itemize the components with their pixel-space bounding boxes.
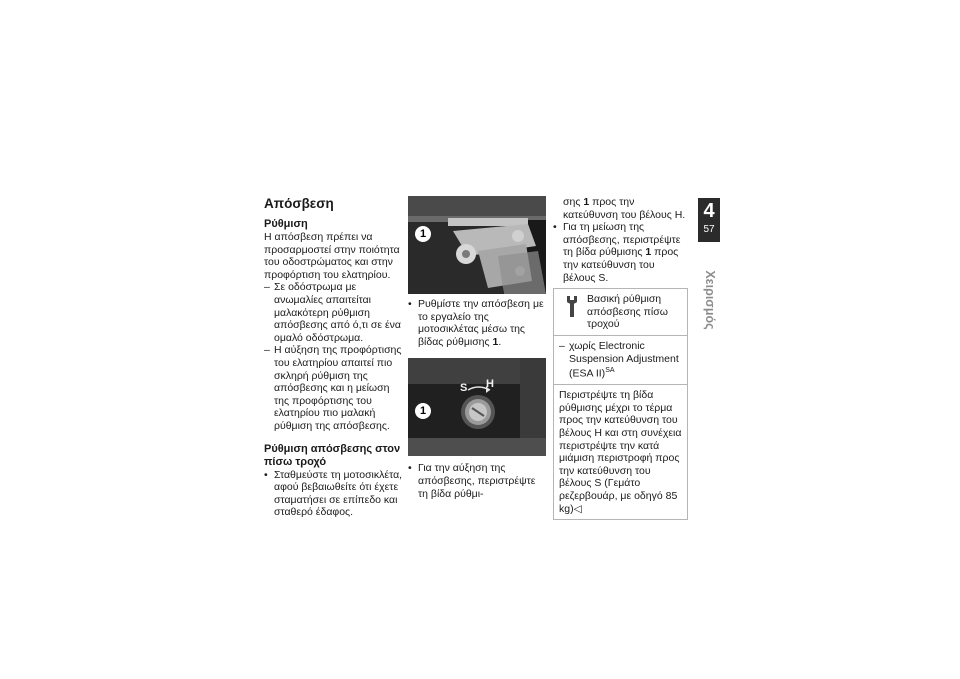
bullet-list: [408, 298, 546, 348]
arrow-label-h: H: [486, 378, 494, 391]
punctuation: .: [498, 335, 502, 348]
dash-item: – Σε οδόστρωμα με ανωμαλίες απαιτείται μαλακότερη ρύθμιση απόσβεσης από ό,τι σε ένα ομαλό οδόστρωμα.: [264, 281, 404, 344]
bullet-text: Ρυθμίστε την απόσβεση με το εργαλείο της μοτοσικλέτας μέσω της βίδας ρύθμισης: [418, 298, 544, 348]
subsection-title-adjustment: Ρύθμιση: [264, 218, 308, 230]
bullet-item: • Για την αύξηση της απόσβεσης, περιστρέψτε τη βίδα ρύθμι-: [408, 462, 546, 500]
callout-1: 1: [415, 226, 431, 242]
bullet-item: • Για τη μείωση της απόσβεσης, περιστρέψτε τη βίδα ρύθμισης 1 προς την κατεύθυνση του βέλους S.: [553, 221, 688, 284]
bullet-list: [408, 462, 546, 500]
spec-body: [554, 384, 687, 519]
subsection-title-rear-damping: Ρύθμιση απόσβεσης στον πίσω τροχό: [264, 442, 401, 468]
text-column-1: [264, 196, 404, 519]
wrench-icon: [565, 295, 579, 317]
dash-item: – Η αύξηση της προφόρτισης του ελατηρίου απαιτεί πιο σκληρή ρύθμιση της απόσβεσης και η μείωση της προφόρτισης του ελατηρίου πιο μαλακή ρύθμιση της απόσβεσης.: [264, 344, 404, 432]
reference-number: 1: [645, 246, 652, 259]
dash-list: [264, 281, 404, 432]
text-column-2: [408, 196, 546, 500]
spec-header: [554, 289, 687, 335]
option-marker: SA: [605, 367, 615, 375]
chapter-side-title: Χειρισμός: [703, 270, 717, 330]
spec-condition: [554, 335, 687, 384]
reference-number: 1: [492, 335, 499, 348]
bullet-list: [553, 221, 688, 284]
chapter-number: 4: [703, 200, 715, 222]
bullet-item: [408, 298, 546, 348]
intro-paragraph: Η απόσβεση πρέπει να προσαρμοστεί στην ποιότητα του οδοστρώματος και στην προφόρτιση του ελατηρίου.: [264, 231, 400, 281]
reference-number: 1: [583, 196, 590, 208]
continued-text: σης 1 προς την κατεύθυνση του βέλους H.: [563, 196, 686, 221]
motorcycle-rear-photo: [408, 196, 546, 294]
arrow-label-s: S: [460, 382, 468, 395]
bullet-item: • Σταθμεύστε τη μοτοσικλέτα, αφού βεβαιωθείτε ότι έχετε σταματήσει σε επίπεδο και σταθερό έδαφος.: [264, 469, 404, 519]
condition-text: χωρίς Electronic Suspension Adjustment (ESA II): [569, 339, 679, 380]
text-column-3: [553, 196, 688, 520]
photo-adjusting-screw-location: [408, 196, 546, 294]
bullet-list: [264, 469, 404, 519]
end-marker-icon: ◁: [573, 502, 582, 515]
spec-title: Βασική ρύθμιση απόσβεσης πίσω τροχού: [587, 293, 668, 331]
section-title: Απόσβεση: [264, 196, 334, 211]
specification-box: [553, 288, 688, 520]
photo-adjusting-knob: [408, 358, 546, 456]
spec-instruction: Περιστρέψτε τη βίδα ρύθμισης μέχρι το τέρμα προς την κατεύθυνση του βέλους H και στη συνέχεια περιστρέψτε την κατά μιάμιση περιστροφή προς την κατεύθυνση του βέλους S (Γεμάτο ρεζερβουάρ, με οδηγό 85 kg): [559, 389, 682, 515]
callout-1: 1: [415, 403, 431, 419]
chapter-tab: [698, 198, 720, 242]
page-number: 57: [703, 224, 715, 235]
